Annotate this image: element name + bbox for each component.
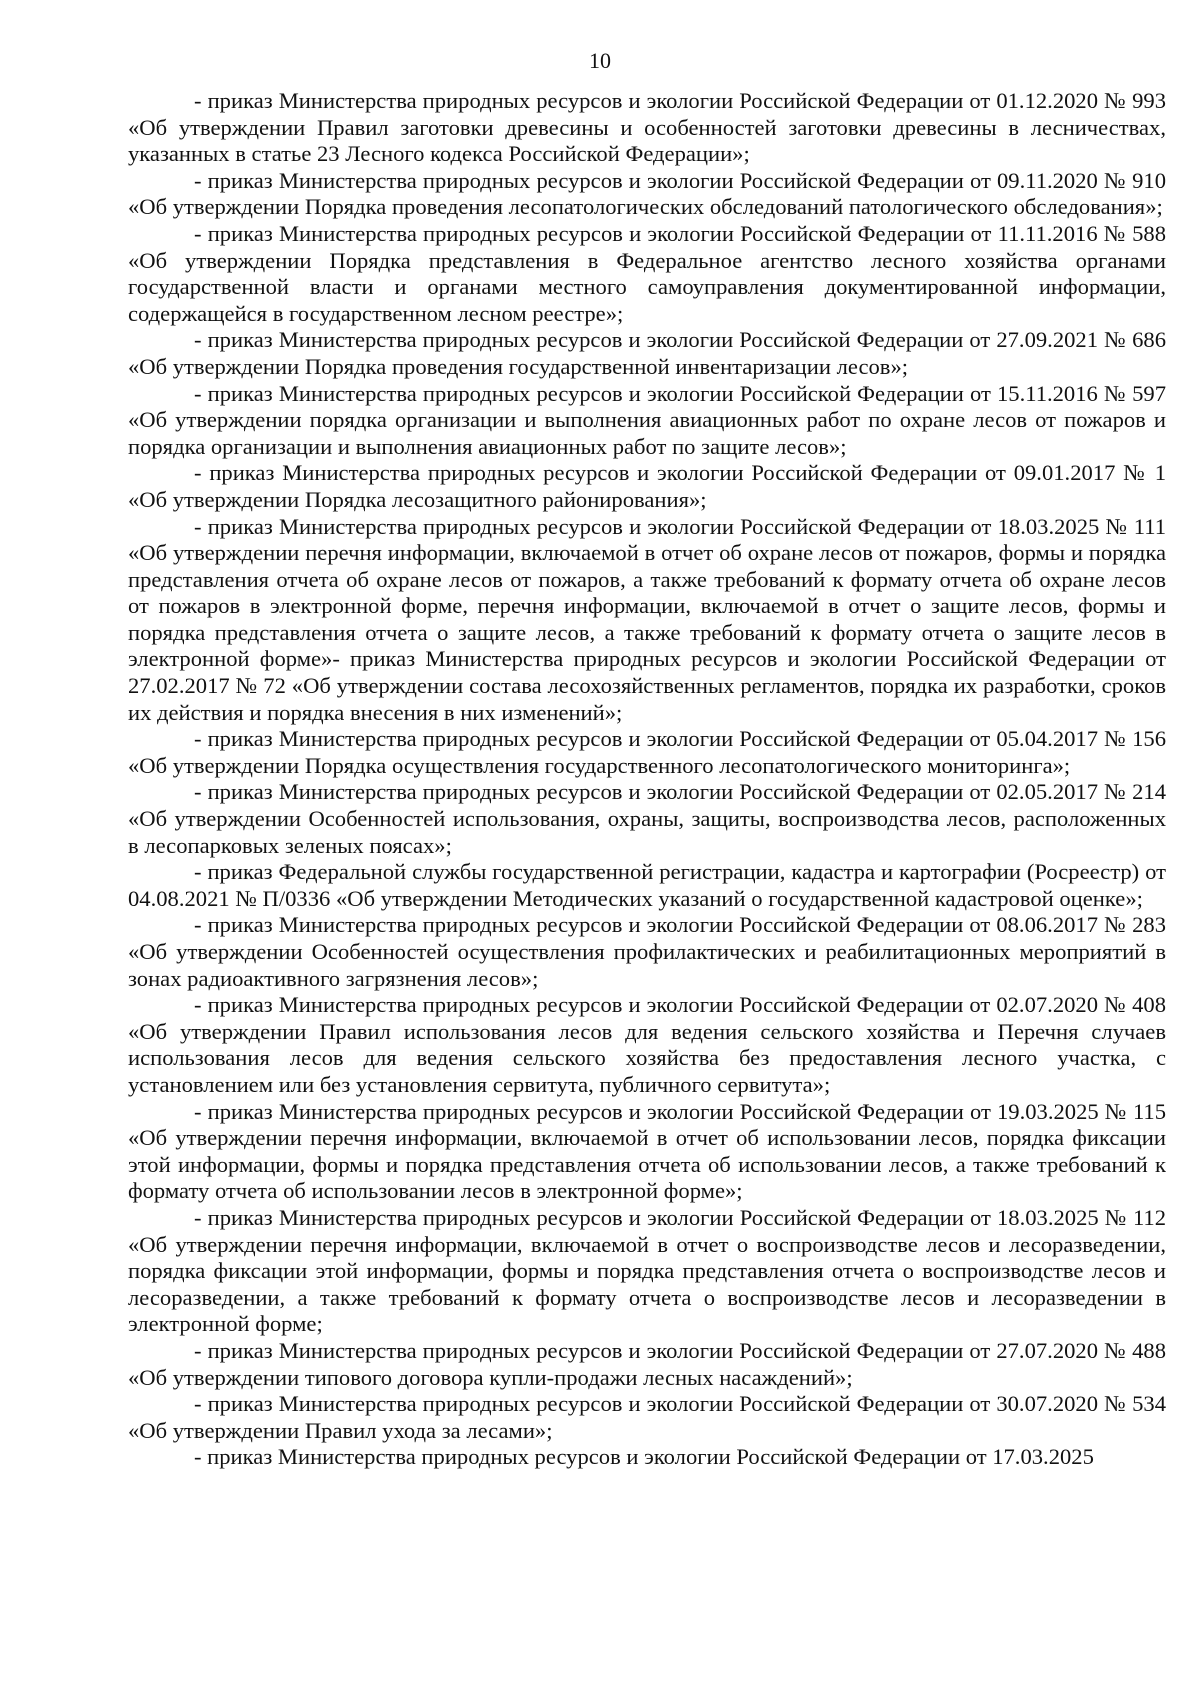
document-body: [128, 88, 1166, 1471]
list-item: - приказ Министерства природных ресурсов и экологии Российской Федерации от 08.06.2017 № 283 «Об утверждении Особенностей осуществления профилактических и реабилитационных мероприятий в зонах радиоактивного загрязнения лесов»;: [128, 912, 1166, 991]
list-item: - приказ Министерства природных ресурсов и экологии Российской Федерации от 30.07.2020 № 534 «Об утверждении Правил ухода за лесами»;: [128, 1391, 1166, 1443]
page-number: 10: [589, 48, 611, 73]
list-item: - приказ Министерства природных ресурсов и экологии Российской Федерации от 09.11.2020 № 910 «Об утверждении Порядка проведения лесопатологических обследований патологического обследования»;: [128, 167, 1166, 220]
list-item: - приказ Министерства природных ресурсов и экологии Российской Федерации от 18.03.2025 № 112 «Об утверждении перечня информации, включаемой в отчет о воспроизводстве лесов и лесоразведении, порядка фиксации этой информации, формы и порядка представления отчета о воспроизводстве лесов и лесоразведении, а также требований к формату отчета о воспроизводстве лесов и лесоразведении в электронной форме;: [128, 1204, 1166, 1337]
list-item: - приказ Министерства природных ресурсов и экологии Российской Федерации от 27.09.2021 № 686 «Об утверждении Порядка проведения государственной инвентаризации лесов»;: [128, 327, 1166, 379]
list-item: - приказ Министерства природных ресурсов и экологии Российской Федерации от 09.01.2017 № 1 «Об утверждении Порядка лесозащитного районирования»;: [128, 460, 1166, 512]
list-item: - приказ Министерства природных ресурсов и экологии Российской Федерации от 15.11.2016 № 597 «Об утверждении порядка организации и выполнения авиационных работ по охране лесов от пожаров и порядка организации и выполнения авиационных работ по защите лесов»;: [128, 380, 1166, 459]
list-item: - приказ Министерства природных ресурсов и экологии Российской Федерации от 02.07.2020 № 408 «Об утверждении Правил использования лесов для ведения сельского хозяйства и Перечня случаев использования лесов для ведения сельского хозяйства без предоставления лесного участка, с установлением или без установления сервитута, публичного сервитута»;: [128, 992, 1166, 1097]
list-item: - приказ Министерства природных ресурсов и экологии Российской Федерации от 18.03.2025 № 111 «Об утверждении перечня информации, включаемой в отчет об охране лесов от пожаров, формы и порядка представления отчета об охране лесов от пожаров, а также требований к формату отчета об охране лесов от пожаров в электронной форме, перечня информации, включаемой в отчет о защите лесов, формы и порядка представления отчета о защите лесов, а также требований к формату отчета о защите лесов в электронной форме»- приказ Министерства природных ресурсов и экологии Российской Федерации от 27.02.2017 № 72 «Об утверждении состава лесохозяйственных регламентов, порядка их разработки, сроков их действия и порядка внесения в них изменений»;: [128, 513, 1166, 725]
list-item: - приказ Министерства природных ресурсов и экологии Российской Федерации от 11.11.2016 № 588 «Об утверждении Порядка представления в Федеральное агентство лесного хозяйства органами государственной власти и органами местного самоуправления документированной информации, содержащейся в государственном лесном реестре»;: [128, 220, 1166, 326]
list-item: - приказ Министерства природных ресурсов и экологии Российской Федерации от 19.03.2025 № 115 «Об утверждении перечня информации, включаемой в отчет об использовании лесов, порядка фиксации этой информации, формы и порядка представления отчета об использовании лесов, а также требований к формату отчета об использовании лесов в электронной форме»;: [128, 1098, 1166, 1204]
list-item: - приказ Министерства природных ресурсов и экологии Российской Федерации от 02.05.2017 № 214 «Об утверждении Особенностей использования, охраны, защиты, воспроизводства лесов, расположенных в лесопарковых зеленых поясах»;: [128, 779, 1166, 858]
list-item: - приказ Министерства природных ресурсов и экологии Российской Федерации от 05.04.2017 № 156 «Об утверждении Порядка осуществления государственного лесопатологического мониторинга»;: [128, 726, 1166, 778]
list-item: - приказ Министерства природных ресурсов и экологии Российской Федерации от 01.12.2020 № 993 «Об утверждении Правил заготовки древесины и особенностей заготовки древесины в лесничествах, указанных в статье 23 Лесного кодекса Российской Федерации»;: [128, 88, 1166, 167]
list-item: - приказ Федеральной службы государственной регистрации, кадастра и картографии (Росреестр) от 04.08.2021 № П/0336 «Об утверждении Методических указаний о государственной кадастровой оценке»;: [128, 859, 1166, 911]
list-item: - приказ Министерства природных ресурсов и экологии Российской Федерации от 17.03.2025: [194, 1444, 1094, 1470]
list-item: - приказ Министерства природных ресурсов и экологии Российской Федерации от 27.07.2020 № 488 «Об утверждении типового договора купли-продажи лесных насаждений»;: [128, 1337, 1166, 1390]
